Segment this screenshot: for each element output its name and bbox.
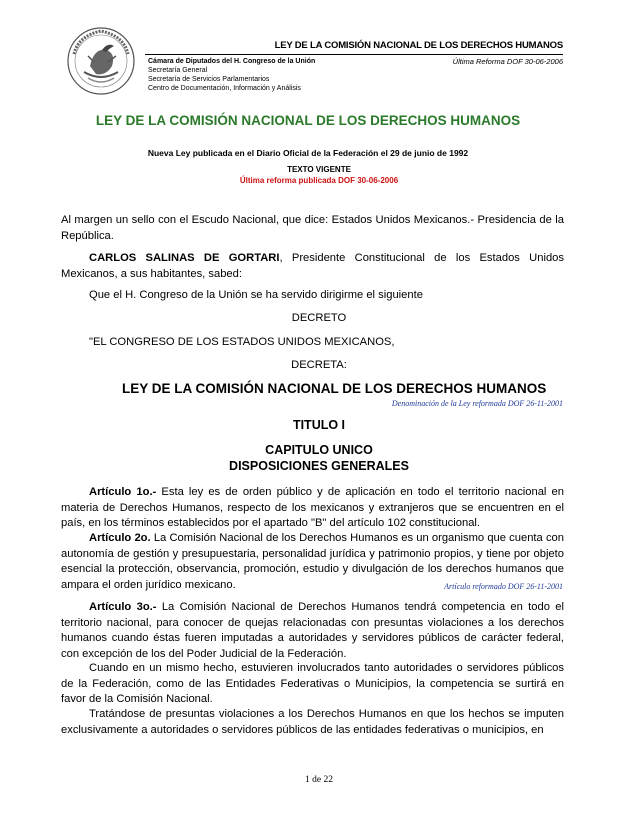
article-1 [61, 485, 564, 532]
president-paragraph [61, 251, 564, 282]
secretaria-servicios: Secretaría de Servicios Parlamentarios [148, 76, 270, 83]
header-divider [145, 54, 563, 55]
decreto-heading: DECRETO [291, 312, 347, 324]
decreta-heading: DECRETA: [291, 359, 347, 371]
ultima-reforma: Última reforma publicada DOF 30-06-2006 [239, 176, 399, 185]
page-number: 1 de 22 [305, 775, 333, 785]
sello-paragraph: Al margen un sello con el Escudo Nacional, que dice: Estados Unidos Mexicanos.- Presidencia de la República. [61, 214, 564, 242]
article-3-paragraph-3: Tratándose de presuntas violaciones a los Derechos Humanos en que los hechos se imputen exclusivamente a autoridades o servidores públicos de las entidades federativas o municipios, en [61, 708, 564, 736]
chamber-name: Cámara de Diputados del H. Congreso de la Unión [148, 58, 316, 65]
el-congreso-line: "EL CONGRESO DE LOS ESTADOS UNIDOS MEXICANOS, [89, 336, 395, 348]
texto-vigente: TEXTO VIGENTE [287, 165, 351, 174]
centro-documentacion: Centro de Documentación, Información y Análisis [148, 85, 301, 92]
congreso-paragraph: Que el H. Congreso de la Unión se ha servido dirigirme el siguiente [89, 289, 423, 301]
header-institution [148, 57, 315, 93]
article-3-text: La Comisión Nacional de Derechos Humanos tendrá competencia en todo el territorio nacional, para conocer de quejas relacionadas con presuntas violaciones a los derechos humanos cuando éstas fueren imputadas a autoridades y servidores públicos de carácter federal, con excepción de los del Poder Judicial de la Federación. [61, 601, 564, 660]
president-rest: , Presidente Constitucional de los Estados Unidos Mexicanos, a sus habitantes, sabed: [61, 252, 564, 280]
running-title: LEY DE LA COMISIÓN NACIONAL DE LOS DERECHOS HUMANOS [274, 40, 563, 51]
document-title: LEY DE LA COMISIÓN NACIONAL DE LOS DERECHOS HUMANOS [95, 113, 521, 128]
article-2-note: Artículo reformado DOF 26-11-2001 [444, 582, 563, 591]
capitulo-heading: CAPITULO UNICO [265, 443, 373, 457]
publication-line: Nueva Ley publicada en el Diario Oficial de la Federación el 29 de junio de 1992 [147, 148, 469, 158]
titulo-heading: TITULO I [292, 418, 346, 432]
law-title: LEY DE LA COMISIÓN NACIONAL DE LOS DERECHOS HUMANOS [122, 381, 547, 396]
president-name: CARLOS SALINAS DE GORTARI [89, 252, 280, 264]
article-1-text: Esta ley es de orden público y de aplicación en todo el territorio nacional en materia de Derechos Humanos, respecto de los mexicanos y extranjeros que se encuentren en el país, en los términos establecidos por el apartado "B" del artículo 102 constitucional. [61, 486, 564, 529]
secretaria-general: Secretaría General [148, 67, 208, 74]
disposiciones-heading: DISPOSICIONES GENERALES [229, 459, 409, 473]
denominacion-note: Denominación de la Ley reformada DOF 26-11-2001 [391, 399, 563, 408]
article-3-paragraph-2: Cuando en un mismo hecho, estuvieren involucrados tanto autoridades o servidores públicos de la Federación, como de las Entidades Federativas o Municipios, la competencia se surtirá en favor de la Comisión Nacional. [61, 662, 564, 705]
article-2-label: Artículo 2o. [89, 532, 151, 544]
coat-of-arms-seal-icon [66, 26, 136, 96]
article-2-text: La Comisión Nacional de los Derechos Humanos es un organismo que cuenta con autonomía de gestión y presupuestaria, personalidad jurídica y patrimonio propios, y tiene por objeto esencial la protección, observancia, promoción, estudio y divulgación de los derechos humanos que ampara el orden jurídico mexicano. [61, 532, 564, 591]
header-last-reform: Última Reforma DOF 30-06-2006 [452, 57, 563, 66]
article-1-label: Artículo 1o.- [89, 486, 157, 498]
article-3-label: Artículo 3o.- [89, 601, 157, 613]
article-3 [61, 600, 564, 662]
